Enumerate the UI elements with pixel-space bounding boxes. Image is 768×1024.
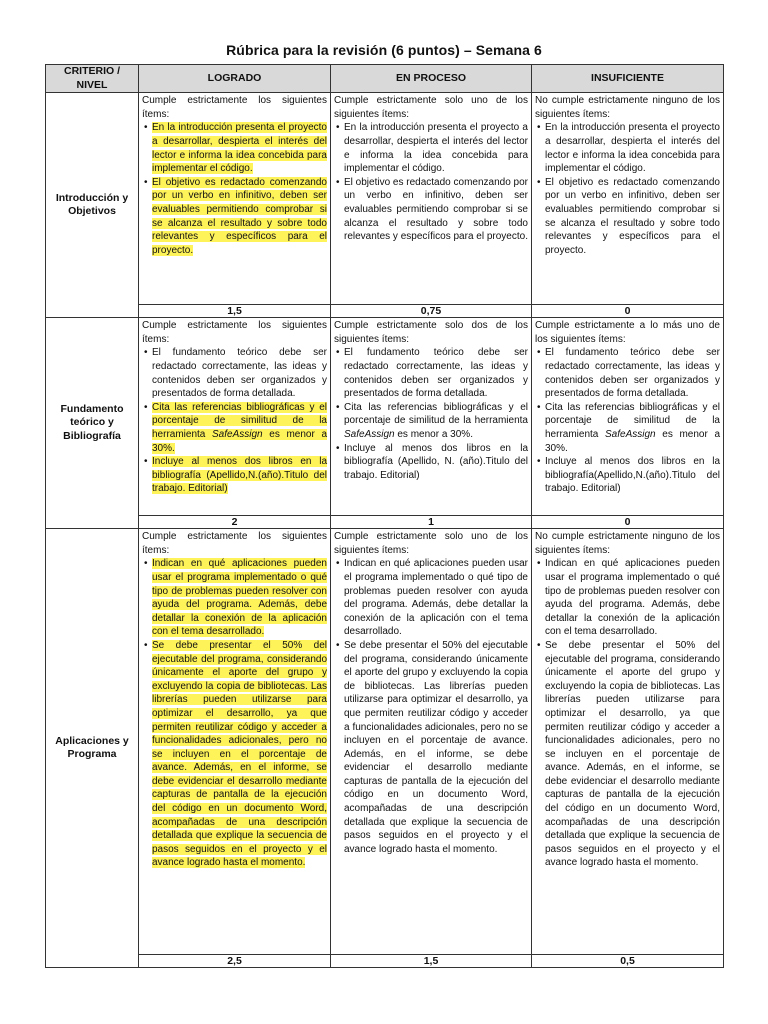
header-logrado: LOGRADO [139, 65, 331, 93]
criteria-text: Indican en qué aplicaciones pueden usar el programa implementado o qué tipo de problemas pueden resolver con ayuda del programa. Además, debe detallar la conexión de la aplicación con el tema desarrollado. [152, 558, 327, 638]
page-title: Rúbrica para la revisión (6 puntos) – Semana 6 [226, 42, 542, 58]
en-proceso-cell [331, 529, 532, 955]
rubric-table [45, 64, 724, 968]
criteria-text: Indican en qué aplicaciones pueden usar el programa implementado o qué tipo de problemas pueden resolver con ayuda del programa. Además, debe detallar la conexión de la aplicación con el tema desarrollado. [545, 558, 720, 638]
header-insuficiente: INSUFICIENTE [532, 65, 724, 93]
criterion-label: Introducción y Objetivos [46, 93, 139, 318]
criteria-item [344, 557, 528, 639]
cell-intro: Cumple estrictamente los siguientes ítems: [142, 531, 327, 556]
criteria-text: Cita las referencias bibliográficas y el porcentaje de similitud de la herramienta SafeAssign es menor a 30%. [545, 401, 721, 454]
criteria-item [545, 639, 720, 870]
criteria-item [545, 401, 720, 455]
score-en-proceso: 1 [331, 516, 532, 529]
score-logrado: 2 [139, 516, 331, 529]
criteria-list [535, 121, 720, 257]
score-insuficiente: 0 [532, 305, 724, 318]
score-row [46, 305, 724, 318]
criteria-list [334, 557, 528, 856]
cell-intro: No cumple estrictamente ninguno de los siguientes ítems: [535, 95, 720, 120]
cell-intro: Cumple estrictamente los siguientes ítems: [142, 320, 327, 345]
score-insuficiente: 0,5 [532, 955, 724, 968]
criterion-label: Fundamento teórico y Bibliografía [46, 318, 139, 529]
cell-intro: Cumple estrictamente los siguientes ítems: [142, 95, 327, 120]
criteria-text: El objetivo es redactado comenzando por un verbo en infinitivo, deben ser evaluables permitiendo comprobar si se alcanza el resultado y sobre todo relevantes y específicos para el proyecto. [152, 176, 327, 256]
insuficiente-cell [532, 93, 724, 305]
score-row [46, 955, 724, 968]
score-logrado: 2,5 [139, 955, 331, 968]
score-logrado: 1,5 [139, 305, 331, 318]
criteria-text: El objetivo es redactado comenzando por un verbo en infinitivo, deben ser evaluables permitiendo comprobar si se alcanza el resultado y sobre todo relevantes y específicos para el proyecto. [344, 176, 529, 243]
criteria-text: El objetivo es redactado comenzando por un verbo en infinitivo, deben ser evaluables permitiendo comprobar si se alcanza el resultado y sobre todo relevantes y específicos para el proyecto. [545, 176, 720, 256]
score-en-proceso: 0,75 [331, 305, 532, 318]
insuficiente-cell [532, 318, 724, 516]
criteria-text: Indican en qué aplicaciones pueden usar el programa implementado o qué tipo de problemas pueden resolver con ayuda del programa. Además, debe detallar la conexión de la aplicación con el tema desarrollado. [344, 558, 528, 638]
score-insuficiente: 0 [532, 516, 724, 529]
header-en-proceso: EN PROCESO [331, 65, 532, 93]
cell-intro: Cumple estrictamente solo uno de los siguientes ítems: [334, 95, 528, 120]
criteria-item [344, 442, 528, 483]
criteria-text: En la introducción presenta el proyecto a desarrollar, despierta el interés del lector e informa la idea concebida para implementar el código. [545, 122, 720, 175]
criteria-text: Incluye al menos dos libros en la bibliografía (Apellido, N. (año).Titulo del trabajo. Editorial) [344, 442, 528, 481]
criteria-text: Incluye al menos dos libros en la bibliografía (Apellido,N.(año).Titulo del trabajo. Editorial) [152, 456, 327, 495]
criteria-list [142, 346, 327, 496]
criteria-list [334, 346, 528, 482]
criteria-item [545, 455, 720, 496]
criteria-item [545, 176, 720, 258]
logrado-cell [139, 529, 331, 955]
criteria-item [152, 401, 327, 455]
en-proceso-cell [331, 318, 532, 516]
cell-intro: Cumple estrictamente a lo más uno de los siguientes ítems: [535, 320, 720, 345]
criteria-item [152, 639, 327, 870]
criterion-row [46, 318, 724, 516]
criterion-label: Aplicaciones y Programa [46, 529, 139, 968]
criteria-item [152, 557, 327, 639]
criteria-text: Cita las referencias bibliográficas y el porcentaje de similitud de la herramienta SafeAssign es menor a 30%. [344, 401, 528, 440]
criteria-list [334, 121, 528, 243]
criteria-item [344, 401, 528, 442]
criteria-text: En la introducción presenta el proyecto a desarrollar, despierta el interés del lector e informa la idea concebida para implementar el código. [344, 122, 528, 175]
criteria-item [545, 346, 720, 400]
criteria-text: El fundamento teórico debe ser redactado correctamente, las ideas y contenidos deben ser organizados y presentados de forma detallada. [152, 347, 327, 400]
criteria-text: El fundamento teórico debe ser redactado correctamente, las ideas y contenidos deben ser organizados y presentados de forma detallada. [344, 347, 528, 400]
criteria-list [535, 346, 720, 496]
insuficiente-cell [532, 529, 724, 955]
cell-intro: Cumple estrictamente solo uno de los siguientes ítems: [334, 531, 528, 556]
criteria-text: Se debe presentar el 50% del ejecutable del programa, considerando únicamente el aporte del grupo y excluyendo la copia de bibliotecas. Las librerías pueden utilizarse para optimizar el desarrollo, ya que permiten reutilizar código y acceder a funcionalidades adicionales, pero no se incluyen en el porcentaje de avance. Además, en el informe, se debe evidenciar el desarrollo mediante capturas de pantalla de la ejecución del código en un documento Word, acompañadas de una descripción detallada que explique la secuencia de pasos seguidos en el proyecto y el avance logrado hasta el momento. [344, 639, 528, 855]
criteria-text: Se debe presentar el 50% del ejecutable del programa, considerando únicamente el aporte del grupo y excluyendo la copia de bibliotecas. Las librerías pueden utilizarse para optimizar el desarrollo, ya que permiten reutilizar código y acceder a funcionalidades adicionales, pero no se incluyen en el porcentaje de avance. Además, en el informe, se debe evidenciar el desarrollo mediante capturas de pantalla de la ejecución del código en un documento Word, acompañadas de una descripción detallada que explique la secuencia de pasos seguidos en el proyecto y el avance logrado hasta el momento. [152, 639, 327, 869]
criteria-text: Se debe presentar el 50% del ejecutable del programa, considerando únicamente el aporte del grupo y excluyendo la copia de bibliotecas. Las librerías pueden utilizarse para optimizar el desarrollo, ya que permiten reutilizar código y acceder a funcionalidades adicionales, pero no se incluyen en el porcentaje de avance. Además, en el informe, se debe evidenciar el desarrollo mediante capturas de pantalla de la ejecución del código en un documento Word, acompañadas de una descripción detallada que explique la secuencia de pasos seguidos en el proyecto y el avance logrado hasta el momento. [545, 639, 720, 869]
header-criterio: CRITERIO / NIVEL [46, 65, 139, 93]
criteria-item [344, 121, 528, 175]
criteria-item [545, 557, 720, 639]
cell-intro: Cumple estrictamente solo dos de los siguientes ítems: [334, 320, 528, 345]
criteria-list [142, 121, 327, 257]
header-row [46, 65, 724, 93]
criteria-item [152, 176, 327, 258]
score-row [46, 516, 724, 529]
criteria-text: En la introducción presenta el proyecto a desarrollar, despierta el interés del lector e informa la idea concebida para implementar el código. [152, 122, 327, 175]
criteria-item [152, 346, 327, 400]
criteria-item [344, 176, 528, 244]
criterion-row [46, 529, 724, 955]
score-en-proceso: 1,5 [331, 955, 532, 968]
criteria-item [344, 639, 528, 857]
logrado-cell [139, 93, 331, 305]
criteria-item [344, 346, 528, 400]
criteria-text: Incluye al menos dos libros en la bibliografía(Apellido,N.(año).Titulo del trabajo. Editorial) [545, 456, 720, 495]
criteria-list [535, 557, 720, 870]
criteria-item [152, 121, 327, 175]
criteria-text: El fundamento teórico debe ser redactado correctamente, las ideas y contenidos deben ser organizados y presentados de forma detallada. [545, 347, 720, 400]
criteria-list [142, 557, 327, 870]
cell-intro: No cumple estrictamente ninguno de los siguientes ítems: [535, 531, 720, 556]
en-proceso-cell [331, 93, 532, 305]
criteria-text: Cita las referencias bibliográficas y el porcentaje de similitud de la herramienta SafeAssign es menor a 30%. [152, 401, 328, 454]
logrado-cell [139, 318, 331, 516]
criterion-row [46, 93, 724, 305]
criteria-item [545, 121, 720, 175]
criteria-item [152, 455, 327, 496]
